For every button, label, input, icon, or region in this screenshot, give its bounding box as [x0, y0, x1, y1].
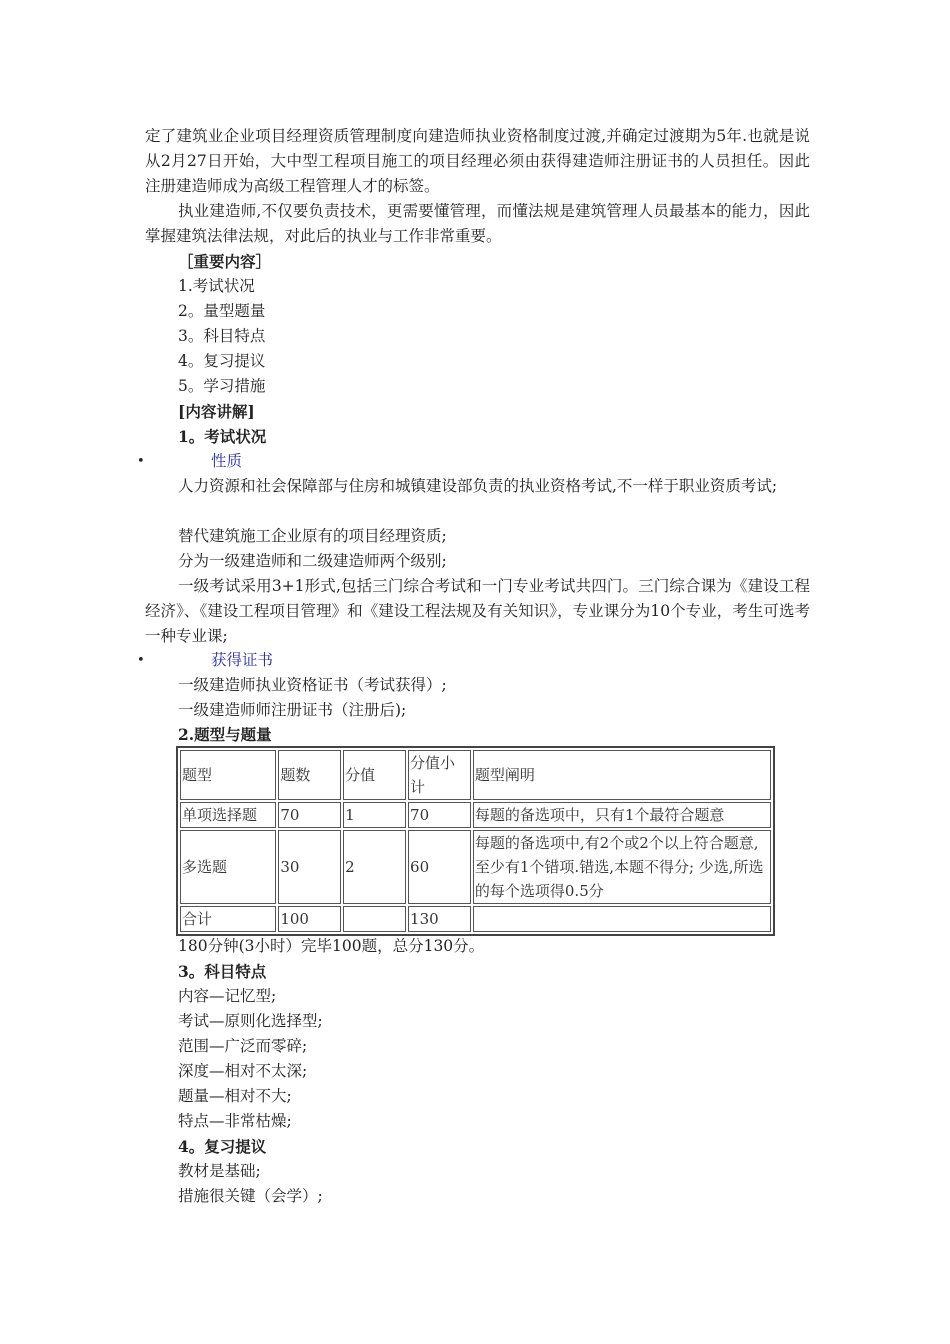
- important-item: 5。学习措施: [178, 377, 266, 395]
- feature-item: 考试—原则化选择型;: [178, 1012, 323, 1030]
- section-1-heading: 1。考试状况: [178, 427, 267, 446]
- explain-heading: [内容讲解]: [178, 402, 255, 421]
- table-row: [180, 802, 771, 828]
- table-header-cell: 题型阐明: [473, 750, 771, 800]
- table-cell: 130: [408, 906, 471, 932]
- feature-item: 题量—相对不大;: [178, 1087, 292, 1105]
- table-cell: 70: [278, 802, 341, 828]
- nature-paragraph-2: 替代建筑施工企业原有的项目经理资质;: [178, 527, 447, 545]
- table-cell: 100: [278, 906, 341, 932]
- section-3-heading: 3。科目特点: [178, 962, 267, 981]
- table-cell: 30: [278, 830, 341, 904]
- table-cell: 60: [408, 830, 471, 904]
- important-item: 3。科目特点: [178, 327, 266, 345]
- feature-item: 特点—非常枯燥;: [178, 1112, 292, 1130]
- table-header-row: [180, 750, 771, 800]
- table-cell: 每题的备选项中,有2个或2个以上符合题意,至少有1个错项.错选,本题不得分; 少选,所选的每个选项得0.5分: [473, 830, 771, 904]
- bullet-dot-icon: •: [137, 653, 145, 668]
- table-row: [180, 830, 771, 904]
- review-item: 措施很关键（会学）;: [178, 1187, 323, 1205]
- intro-paragraph-1: 定了建筑业企业项目经理资质管理制度向建造师执业资格制度过渡,并确定过渡期为5年.也就是说从2月27日开始，大中型工程项目施工的项目经理必须由获得建造师注册证书的人员担任。因此注册建造师成为高级工程管理人才的标签。: [145, 127, 810, 195]
- nature-paragraph-3: 分为一级建造师和二级建造师两个级别;: [178, 552, 447, 570]
- bullet-title-certificate: 获得证书: [211, 651, 274, 669]
- table-cell: [343, 906, 406, 932]
- feature-item: 深度—相对不太深;: [178, 1062, 308, 1080]
- certificate-line-2: 一级建造师师注册证书（注册后);: [178, 701, 407, 719]
- table-cell: 多选题: [180, 830, 276, 904]
- table-cell: [473, 906, 771, 932]
- feature-item: 内容—记忆型;: [178, 987, 277, 1005]
- section-2-heading: 2.题型与题量: [178, 725, 272, 744]
- certificate-line-1: 一级建造师执业资格证书（考试获得）;: [178, 676, 447, 694]
- important-heading: ［重要内容］: [178, 252, 272, 271]
- table-row: [180, 906, 771, 932]
- important-item: 1.考试状况: [178, 277, 255, 295]
- table-header-cell: 题型: [180, 750, 276, 800]
- important-item: 2。量型题量: [178, 302, 266, 320]
- table-header-cell: 分值小计: [408, 750, 471, 800]
- review-item: 教材是基础;: [178, 1162, 261, 1180]
- intro-paragraph-2: 执业建造师,不仅要负责技术，更需要懂管理，而懂法规是建筑管理人员最基本的能力，因此掌握建筑法律法规，对此后的执业与工作非常重要。: [145, 202, 810, 245]
- table-note: 180分钟(3小时）完毕100题，总分130分。: [178, 937, 485, 955]
- table-cell: 2: [343, 830, 406, 904]
- nature-paragraph-1: 人力资源和社会保障部与住房和城镇建设部负责的执业资格考试,不一样于职业资质考试;: [178, 477, 778, 495]
- question-type-table: [176, 746, 775, 936]
- table-cell: 70: [408, 802, 471, 828]
- nature-paragraph-4: 一级考试采用3+1形式,包括三门综合考试和一门专业考试共四门。三门综合课为《建设工程经济》、《建设工程项目管理》和《建设工程法规及有关知识》，专业课分为10个专业，考生可选考一种专业课;: [145, 577, 810, 645]
- section-4-heading: 4。复习提议: [178, 1137, 267, 1156]
- table-header-cell: 题数: [278, 750, 341, 800]
- bullet-dot-icon: •: [137, 454, 145, 469]
- table-cell: 1: [343, 802, 406, 828]
- table-header-cell: 分值: [343, 750, 406, 800]
- table-cell: 每题的备选项中，只有1个最符合题意: [473, 802, 771, 828]
- important-item: 4。复习提议: [178, 352, 266, 370]
- feature-item: 范围—广泛而零碎;: [178, 1037, 308, 1055]
- table-cell: 单项选择题: [180, 802, 276, 828]
- table-cell: 合计: [180, 906, 276, 932]
- bullet-title-nature: 性质: [211, 452, 243, 470]
